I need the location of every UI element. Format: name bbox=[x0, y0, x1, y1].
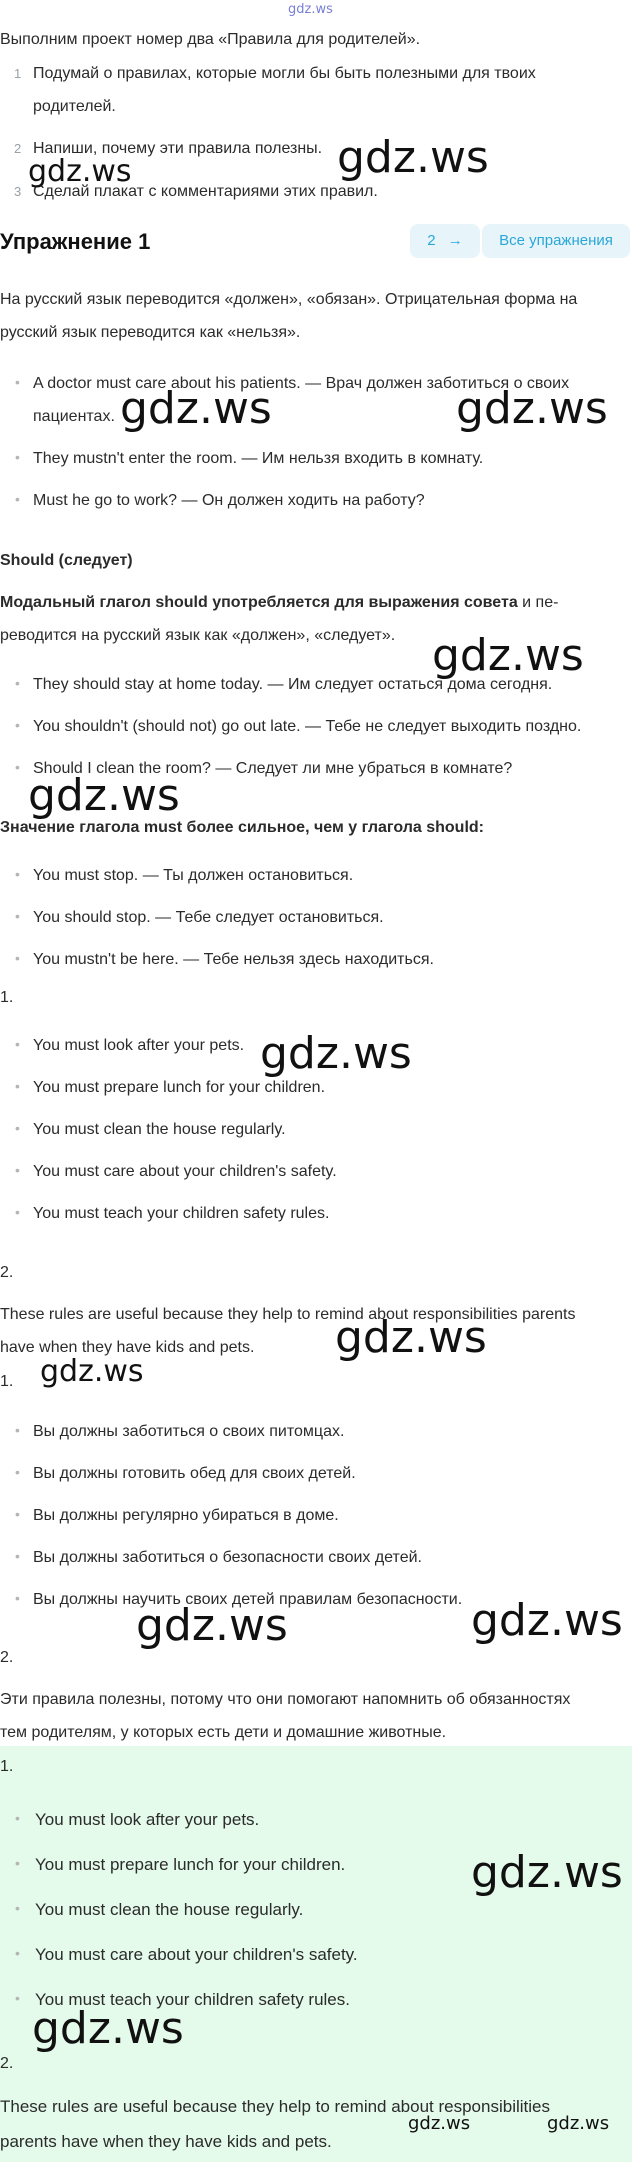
bullet-dot: • bbox=[15, 1548, 20, 1564]
answer-text: These rules are useful because they help to remind about responsibilities parents bbox=[0, 1306, 576, 1323]
should-title: Should (следует) bbox=[0, 552, 133, 569]
watermark: gdz.ws bbox=[28, 770, 180, 821]
rule-item: Вы должны готовить обед для своих детей. bbox=[33, 1465, 356, 1482]
bullet-dot: • bbox=[15, 449, 20, 465]
bullet-dot: • bbox=[15, 1945, 20, 1961]
bullet-dot: • bbox=[15, 1590, 20, 1606]
example-text: Must he go to work? — Он должен ходить на работу? bbox=[33, 492, 425, 509]
rule-item: You must care about your children's safety. bbox=[35, 1945, 358, 1964]
example-text: Should I clean the room? — Следует ли мне убраться в комнате? bbox=[33, 760, 513, 777]
rule-item: You must care about your children's safety. bbox=[33, 1163, 337, 1180]
watermark: gdz.ws bbox=[456, 383, 608, 434]
rule-item: You must prepare lunch for your children. bbox=[35, 1855, 346, 1874]
step-number: 2 bbox=[14, 141, 22, 156]
example-text: They should stay at home today. — Им следует остаться дома сегодня. bbox=[33, 676, 553, 693]
step-text: родителей. bbox=[33, 98, 116, 115]
bullet-dot: • bbox=[15, 1506, 20, 1522]
should-paragraph: реводится на русский язык как «должен», «следует». bbox=[0, 627, 396, 644]
example-text: You should stop. — Тебе следует остановиться. bbox=[33, 909, 384, 926]
answer-text: have when they have kids and pets. bbox=[0, 1339, 255, 1356]
bullet-dot: • bbox=[15, 1990, 20, 2006]
watermark: gdz.ws bbox=[335, 1312, 487, 1363]
rule-item: You must prepare lunch for your children. bbox=[33, 1079, 326, 1096]
example-text: пациентах. bbox=[33, 408, 115, 425]
theory-text: русский язык переводится как «нельзя». bbox=[0, 324, 301, 341]
rule-item: You must teach your children safety rules. bbox=[33, 1205, 330, 1222]
rule-item: Вы должны заботиться о своих питомцах. bbox=[33, 1423, 345, 1440]
rule-item: Вы должны научить своих детей правилам безопасности. bbox=[33, 1591, 463, 1608]
bullet-dot: • bbox=[15, 1810, 20, 1826]
bullet-dot: • bbox=[15, 1204, 20, 1220]
step-number: 3 bbox=[14, 184, 22, 199]
example-text: You mustn't be here. — Тебе нельзя здесь находиться. bbox=[33, 951, 434, 968]
example-text: You shouldn't (should not) go out late. — Тебе не следует выходить поздно. bbox=[33, 718, 582, 735]
watermark: gdz.ws bbox=[408, 2113, 471, 2134]
bullet-dot: • bbox=[15, 1078, 20, 1094]
answer-number: 1. bbox=[0, 1758, 14, 1775]
theory-text: На русский язык переводится «должен», «обязан». Отрицательная форма на bbox=[0, 291, 578, 308]
bullet-dot: • bbox=[15, 1422, 20, 1438]
watermark: gdz.ws bbox=[40, 1354, 144, 1389]
intro-text: Выполним проект номер два «Правила для родителей». bbox=[0, 31, 421, 48]
step-number: 1 bbox=[14, 66, 22, 81]
step-text: Сделай плакат с комментариями этих правил. bbox=[33, 183, 378, 200]
rule-item: Вы должны заботиться о безопасности своих детей. bbox=[33, 1549, 422, 1566]
watermark: gdz.ws bbox=[260, 1028, 412, 1079]
answer-text: These rules are useful because they help to remind about responsibilities bbox=[0, 2097, 550, 2116]
answer-number: 2. bbox=[0, 2055, 14, 2072]
answer-text: Эти правила полезны, потому что они помогают напомнить об обязанностях bbox=[0, 1691, 571, 1708]
rule-item: Вы должны регулярно убираться в доме. bbox=[33, 1507, 339, 1524]
answer-number: 2. bbox=[0, 1649, 14, 1666]
watermark: gdz.ws bbox=[471, 1595, 623, 1646]
example-text: You must stop. — Ты должен остановиться. bbox=[33, 867, 354, 884]
bullet-dot: • bbox=[15, 1120, 20, 1136]
bullet-dot: • bbox=[15, 1855, 20, 1871]
watermark: gdz.ws bbox=[28, 154, 132, 189]
bullet-dot: • bbox=[15, 374, 20, 390]
rule-item: You must look after your pets. bbox=[33, 1037, 245, 1054]
watermark: gdz.ws bbox=[432, 630, 584, 681]
watermark: gdz.ws bbox=[337, 132, 489, 183]
should-paragraph: Модальный глагол should употребляется для выражения совета и пе- bbox=[0, 594, 559, 611]
rule-item: You must teach your children safety rules. bbox=[35, 1990, 350, 2009]
watermark: gdz.ws bbox=[136, 1600, 288, 1651]
example-text: They mustn't enter the room. — Им нельзя входить в комнату. bbox=[33, 450, 484, 467]
bullet-dot: • bbox=[15, 491, 20, 507]
bullet-dot: • bbox=[15, 675, 20, 691]
rule-item: You must clean the house regularly. bbox=[35, 1900, 304, 1919]
bullet-dot: • bbox=[15, 759, 20, 775]
watermark: gdz.ws bbox=[471, 1847, 623, 1898]
bullet-dot: • bbox=[15, 1036, 20, 1052]
watermark: gdz.ws bbox=[120, 383, 272, 434]
next-exercise-button[interactable] bbox=[410, 224, 480, 258]
rule-item: You must look after your pets. bbox=[35, 1810, 260, 1829]
step-text: Подумай о правилах, которые могли бы быть полезными для твоих bbox=[33, 65, 536, 82]
rule-item: You must clean the house regularly. bbox=[33, 1121, 286, 1138]
exercise-title: Упражнение 1 bbox=[0, 229, 151, 254]
watermark: gdz.ws bbox=[547, 2113, 610, 2134]
bullet-dot: • bbox=[15, 1162, 20, 1178]
example-text: A doctor must care about his patients. — Врач должен заботиться о своих bbox=[33, 375, 570, 392]
compare-title: Значение глагола must более сильное, чем у глагола should: bbox=[0, 819, 484, 836]
top-watermark: gdz.ws bbox=[288, 2, 333, 17]
all-exercises-button[interactable]: Все упражнения bbox=[482, 224, 630, 258]
bullet-dot: • bbox=[15, 908, 20, 924]
answer-number: 1. bbox=[0, 1373, 14, 1390]
answer-number: 1. bbox=[0, 989, 14, 1006]
bullet-dot: • bbox=[15, 866, 20, 882]
bullet-dot: • bbox=[15, 1464, 20, 1480]
next-exercise-number: 2 bbox=[427, 232, 436, 249]
answer-text: parents have when they have kids and pets. bbox=[0, 2132, 332, 2151]
answer-number: 2. bbox=[0, 1264, 14, 1281]
answer-text: тем родителям, у которых есть дети и домашние животные. bbox=[0, 1724, 447, 1741]
step-text: Напиши, почему эти правила полезны. bbox=[33, 140, 323, 157]
bullet-dot: • bbox=[15, 950, 20, 966]
arrow-right-icon: → bbox=[447, 232, 463, 249]
bullet-dot: • bbox=[15, 1900, 20, 1916]
watermark: gdz.ws bbox=[32, 2003, 184, 2054]
bullet-dot: • bbox=[15, 717, 20, 733]
